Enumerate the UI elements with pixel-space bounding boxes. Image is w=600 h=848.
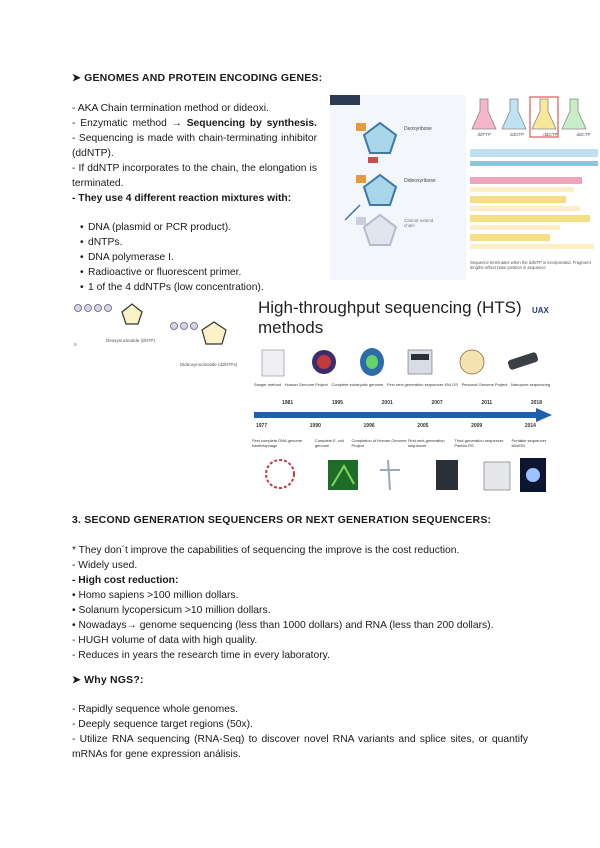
flask-labels: ddTTP ddGTP ddGTP ddCTP — [477, 132, 591, 137]
svg-text:≡: ≡ — [74, 342, 77, 348]
text-line: • Nowadays→ genome sequencing (less than 1000 dollars) and RNA (less than 200 dollars). — [72, 620, 494, 631]
section-body-ngs — [72, 543, 532, 663]
text-line: - Widely used. — [72, 560, 138, 571]
text-line-bold: - High cost reduction: — [72, 575, 179, 586]
text-line: - Rapidly sequence whole genomes. — [72, 704, 238, 715]
text-line: - Reduces in years the research time in every laboratory. — [72, 650, 330, 661]
sanger-caption: Sequence terminates when the ddNTP is incorporated. Fragment lengths reflect base position in sequence — [470, 260, 591, 270]
flask-diagram — [468, 95, 600, 280]
text-line: - If ddNTP incorporates to the chain, the elongation is terminated. — [72, 163, 317, 189]
nucleotide-figure — [72, 300, 247, 380]
text-line: - Enzymatic method → Sequencing by synthesis. — [72, 118, 317, 129]
hts-title: High-throughput sequencing (HTS) methods — [258, 298, 522, 337]
label-cannot-extend: Cannot extend chain — [404, 218, 434, 228]
text-line: - Deeply sequence target regions (50x). — [72, 719, 253, 730]
label-deoxyribose: Deoxyribose — [404, 126, 432, 132]
list-item: • dNTPs. — [76, 235, 326, 250]
bottom-icons — [258, 456, 548, 496]
timeline-arrow — [252, 408, 552, 422]
text-line: - HUGH volume of data with high quality. — [72, 635, 258, 646]
section-heading-genomes: ➤ GENOMES AND PROTEIN ENCODING GENES: — [72, 72, 323, 84]
text-line: - Sequencing is made with chain-terminating inhibitor (ddNTP). — [72, 133, 317, 159]
bottom-captions: First complete DNA genome bacteriophage Complete E. coli genome Completion of Human Genome Project First next-generation sequencer Third-generation sequencer PacBio RS Portable sequencer MinION — [252, 438, 547, 448]
text-line: • Homo sapiens >100 million dollars. — [72, 590, 239, 601]
reaction-mixture-list — [76, 220, 326, 295]
list-item: • DNA polymerase I. — [76, 250, 326, 265]
nucleotide-diagram — [72, 300, 247, 380]
label-ddntp: Dideoxynucleotide (ddNTPs) — [180, 362, 238, 367]
list-item: • DNA (plasmid or PCR product). — [76, 220, 326, 235]
section-heading-why-ngs: ➤ Why NGS?: — [72, 674, 144, 686]
text-line: • Solanum lycopersicum >10 million dollars. — [72, 605, 271, 616]
top-captions: Sanger method Human Genome Project Complete eukaryotic genome First next generation sequencer 454 GS Personal Genome Project Nanopore sequencing — [253, 382, 551, 387]
section-body-why-ngs — [72, 702, 528, 762]
section-body-sanger — [72, 101, 317, 206]
text-line: - AKA Chain termination method or dideoxi. — [72, 103, 269, 114]
text-line-bold: - They use 4 different reaction mixtures with: — [72, 193, 292, 204]
list-item: • 1 of the 4 ddNTPs (low concentration). — [76, 280, 326, 295]
list-item: • Radioactive or fluorescent primer. — [76, 265, 326, 280]
section-heading-ngs: 3. SECOND GENERATION SEQUENCERS OR NEXT GENERATION SEQUENCERS: — [72, 514, 492, 526]
uax-logo: UAX — [532, 306, 549, 315]
top-icons — [258, 346, 548, 386]
hts-timeline-figure — [252, 296, 552, 498]
sanger-figure — [330, 95, 600, 280]
years-top: 1981 1995 2001 2007 2011 2018 — [282, 400, 542, 406]
years-bottom: 1977 1990 1996 2005 2009 2014 — [256, 423, 536, 429]
label-dntp: Deoxynucleotide (dNTP) — [106, 338, 156, 343]
text-line: * They don´t improve the capabilities of sequencing the improve is the cost reduction. — [72, 545, 460, 556]
text-line: - Utilize RNA sequencing (RNA-Seq) to discover novel RNA variants and splice sites, or quantify mRNAs for gene expression análisis. — [72, 734, 528, 760]
label-dideoxyribose: Dideoxyribose — [404, 178, 436, 184]
